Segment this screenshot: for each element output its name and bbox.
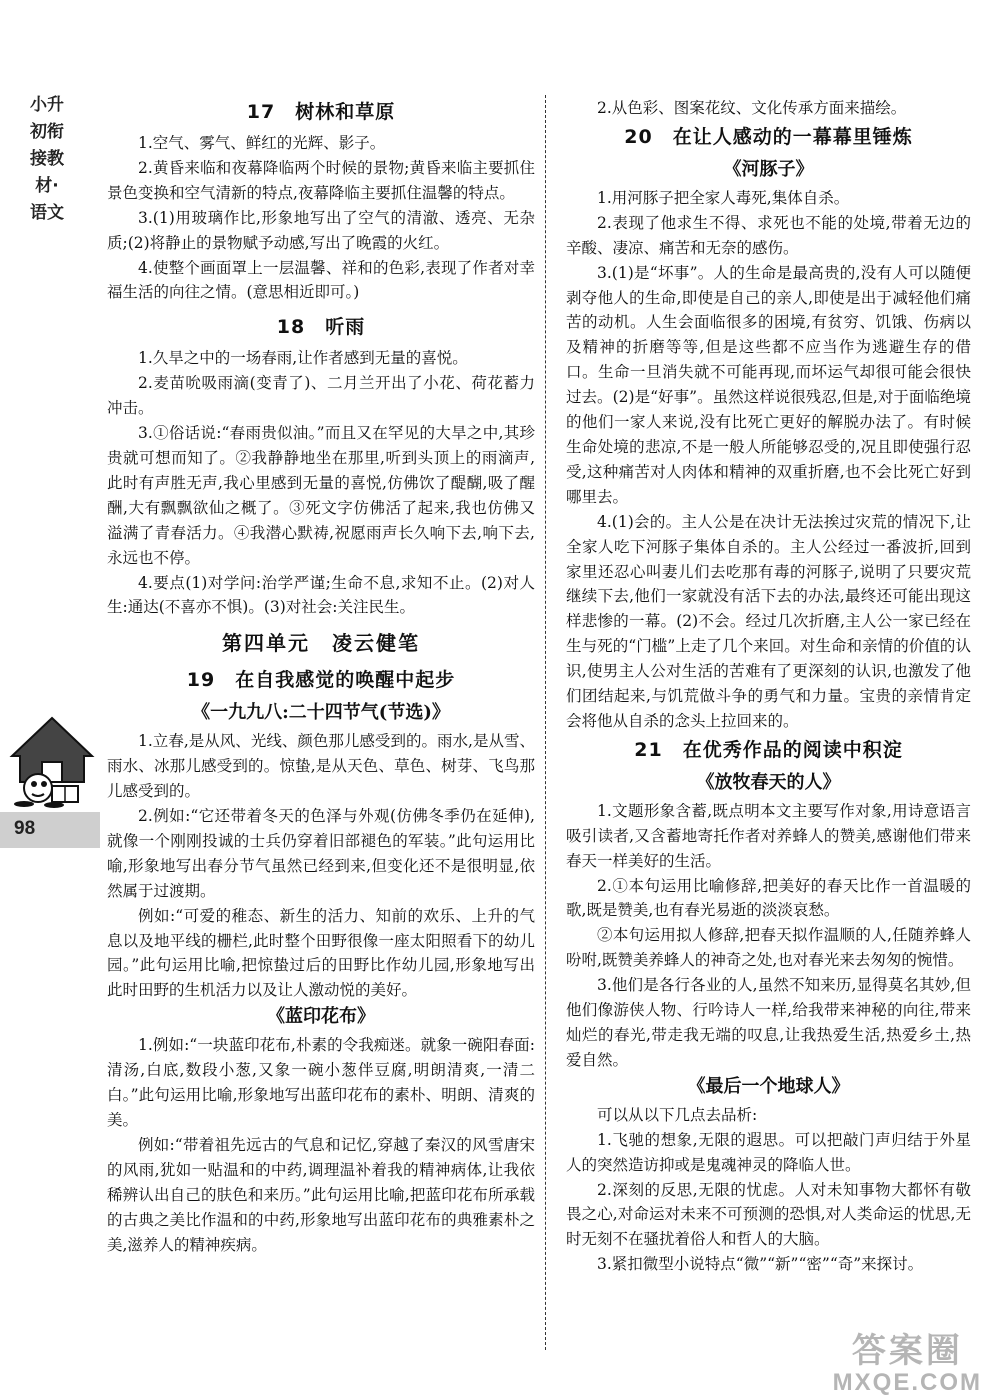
answer-paragraph: 例如:“带着祖先远古的气息和记忆,穿越了秦汉的风雪唐宋的风雨,犹如一贴温和的中药,调理温补着我的精神病体,让我依稀辨认出自己的肤色和来历。”此句运用比喻,把蓝印花布所承载的古典之美比作温和的中药,形象地写出蓝印花布的典雅素朴之美,滋养人的精神疾病。 [107,1135,535,1254]
site-watermark [833,1332,982,1396]
answer-paragraph: 1.文题形象含蓄,既点明本文主要写作对象,用诗意语言吸引读者,又含蓄地寄托作者对养蜂人的赞美,感谢他们带来春天一样美好的生活。 [566,801,971,870]
section-title-21: 21 在优秀作品的阅读中积淀 [634,738,903,761]
watermark-text: 答案圈 [851,1332,963,1370]
answer-paragraph: 2.例如:“它还带着冬天的色泽与外观(仿佛冬季仍在延伸),就像一个刚刚投诚的士兵仍穿着旧部褪色的军装。”此句运用比喻,形象地写出春分节气虽然已经到来,但变化还不是很明显,依然属于过渡期。 [107,807,535,900]
answer-paragraph: 2.从色彩、图案花纹、文化传承方面来描绘。 [597,99,907,117]
answer-paragraph: 4.(1)会的。主人公是在决计无法挨过灾荒的情况下,让全家人吃下河豚子集体自杀的。主人公经过一番波折,回到家里还忍心叫妻儿们去吃那有毒的河豚子,说明了只要灾荒继续下去,他们一家就没有活下去的办法,最终还可能出现这样悲惨的一幕。(2)不会。经过几次折磨,主人公一家已经在生与死的“门槛”上走了几个来回。对生命和亲情的价值的认识,使男主人公对生活的苦难有了更深刻的认识,也激发了他们团结起来,与饥荒做斗争的勇气和力量。宝贵的亲情肯定会将他从自杀的念头上拉回来的。 [566,512,971,730]
section-title-18: 18 听雨 [276,316,366,339]
answer-paragraph: 1.空气、雾气、鲜红的光辉、影子。 [138,134,386,152]
page-number: 98 [14,818,36,839]
article-title: 《河豚子》 [723,158,814,180]
answer-paragraph: 4.要点(1)对学问:治学严谨;生命不息,求知不止。(2)对人生:通达(不喜亦不惧)。(3)对社会:关注民生。 [107,573,535,617]
section-title-20: 20 在让人感动的一幕幕里锤炼 [624,125,913,148]
article-title: 《蓝印花布》 [267,1006,375,1028]
answer-paragraph: 4.使整个画面罩上一层温馨、祥和的色彩,表现了作者对幸福生活的向往之情。(意思相近即可。) [107,258,535,302]
page-number-box [0,812,100,848]
section-title-17: 17 树林和草原 [246,101,396,123]
answer-paragraph: 2.表现了他求生不得、求死也不能的处境,带着无边的辛酸、凄凉、痛苦和无奈的感伤。 [566,213,971,257]
article-title: 《最后一个地球人》 [687,1075,850,1097]
answer-paragraph: 2.①本句运用比喻修辞,把美好的春天比作一首温暖的歌,既是赞美,也有春光易逝的淡淡哀愁。 [566,876,971,920]
answer-paragraph: 3.(1)是“坏事”。人的生命是最高贵的,没有人可以随便剥夺他人的生命,即使是自己的亲人,即使是出于减轻他们痛苦的动机。人生会面临很多的困境,有贫穷、饥饿、伤病以及精神的折磨等等,但是这些都不应当作为逃避生存的借口。生命一旦消失就不可能再现,而坏运气却很可能会很快过去。(2)是“好事”。虽然这样说很残忍,但是,对于面临绝境的他们一家人来说,没有比死亡更好的解脱办法了。有时候生命处境的悲凉,不是一般人所能够忍受的,况且即使强行忍受,这种痛苦对人肉体和精神的双重折磨,也不会比死亡好到哪里去。 [566,263,971,506]
watermark-url: MXQE.COM [832,1369,982,1396]
answer-paragraph: 例如:“可爱的稚态、新生的活力、知前的欢乐、上升的气息以及地平线的栅栏,此时整个田野很像一座太阳照看下的幼儿园。”此句运用比喻,把惊蛰过后的田野比作幼儿园,形象地写出此时田野的生机活力以及让人激动悦的美好。 [107,906,535,1000]
answer-paragraph: 3.①俗话说:“春雨贵似油。”而且又在罕见的大旱之中,其珍贵就可想而知了。②我静静地坐在那里,听到头顶上的雨滴声,此时有声胜无声,我心里感到无量的喜悦,仿佛饮了醍醐,吸了醒酬,大有飘飘欲仙之概了。③死文字仿佛活了起来,我也仿佛又溢满了青春活力。④我潜心默祷,祝愿雨声长久响下去,响下去,永远也不停。 [107,424,535,567]
answer-paragraph: 3.(1)用玻璃作比,形象地写出了空气的清澈、透亮、无杂质;(2)将静止的景物赋予动感,写出了晚霞的火红。 [107,208,535,252]
article-title: 《放牧春天的人》 [696,771,841,793]
right-column [566,96,971,1277]
answer-paragraph: 3.他们是各行各业的人,虽然不知来历,显得莫名其妙,但他们像游侠人物、行吟诗人一样,给我带来神秘的向往,带来灿烂的春光,带走我无端的叹息,让我热爱生活,热爱乡土,热爱自然。 [566,976,971,1069]
answer-paragraph: 2.深刻的反思,无限的忧虑。人对未知事物大都怀有敬畏之心,对命运对未来不可预测的恐惧,对人类命运的忧思,无时无刻不在骚扰着俗人和哲人的大脑。 [566,1180,971,1249]
answer-paragraph: 1.立春,是从风、光线、颜色那儿感受到的。雨水,是从雪、雨水、冰那儿感受到的。惊蛰,是从天色、草色、树芽、飞鸟那儿感受到的。 [107,732,535,801]
reading-student-icon [4,712,100,808]
answer-paragraph: 2.麦苗吮吸雨滴(变青了)、二月兰开出了小花、荷花蓄力冲击。 [107,374,535,418]
unit-title: 第四单元 凌云健笔 [222,631,420,656]
answer-intro: 可以从以下几点去品析: [597,1105,758,1124]
left-column [107,96,535,1257]
answer-paragraph: 1.飞驰的想象,无限的遐思。可以把敲门声归结于外星人的突然造访抑或是鬼魂神灵的降临人世。 [566,1130,971,1174]
answer-paragraph: 1.用河豚子把全家人毒死,集体自杀。 [597,188,850,207]
answer-paragraph: 1.例如:“一块蓝印花布,朴素的令我痴迷。就象一碗阳春面:清汤,白底,数段小葱,又象一碗小葱伴豆腐,明朗清爽,一清二白。”此句运用比喻,形象地写出蓝印花布的素朴、明朗、清爽的美。 [107,1036,535,1129]
answer-paragraph: 1.久旱之中的一场春雨,让作者感到无量的喜悦。 [138,349,468,368]
answer-paragraph: 2.黄昏来临和夜幕降临两个时候的景物;黄昏来临主要抓住景色变换和空气清新的特点,夜幕降临主要抓住温馨的特点。 [107,158,535,202]
series-label: 小升初衔接教材·语文 [30,95,64,223]
answer-paragraph: ②本句运用拟人修辞,把春天拟作温顺的人,任随养蜂人吩咐,既赞美养蜂人的神奇之处,也对春光来去匆匆的惋惜。 [566,926,971,970]
article-title: 《一九九八:二十四节气(节选)》 [192,702,450,724]
section-title-19: 19 在自我感觉的唤醒中起步 [186,669,456,692]
answer-paragraph: 3.紧扣微型小说特点“微”“新”“密”“奇”来探讨。 [597,1255,924,1274]
column-divider [545,95,546,1350]
